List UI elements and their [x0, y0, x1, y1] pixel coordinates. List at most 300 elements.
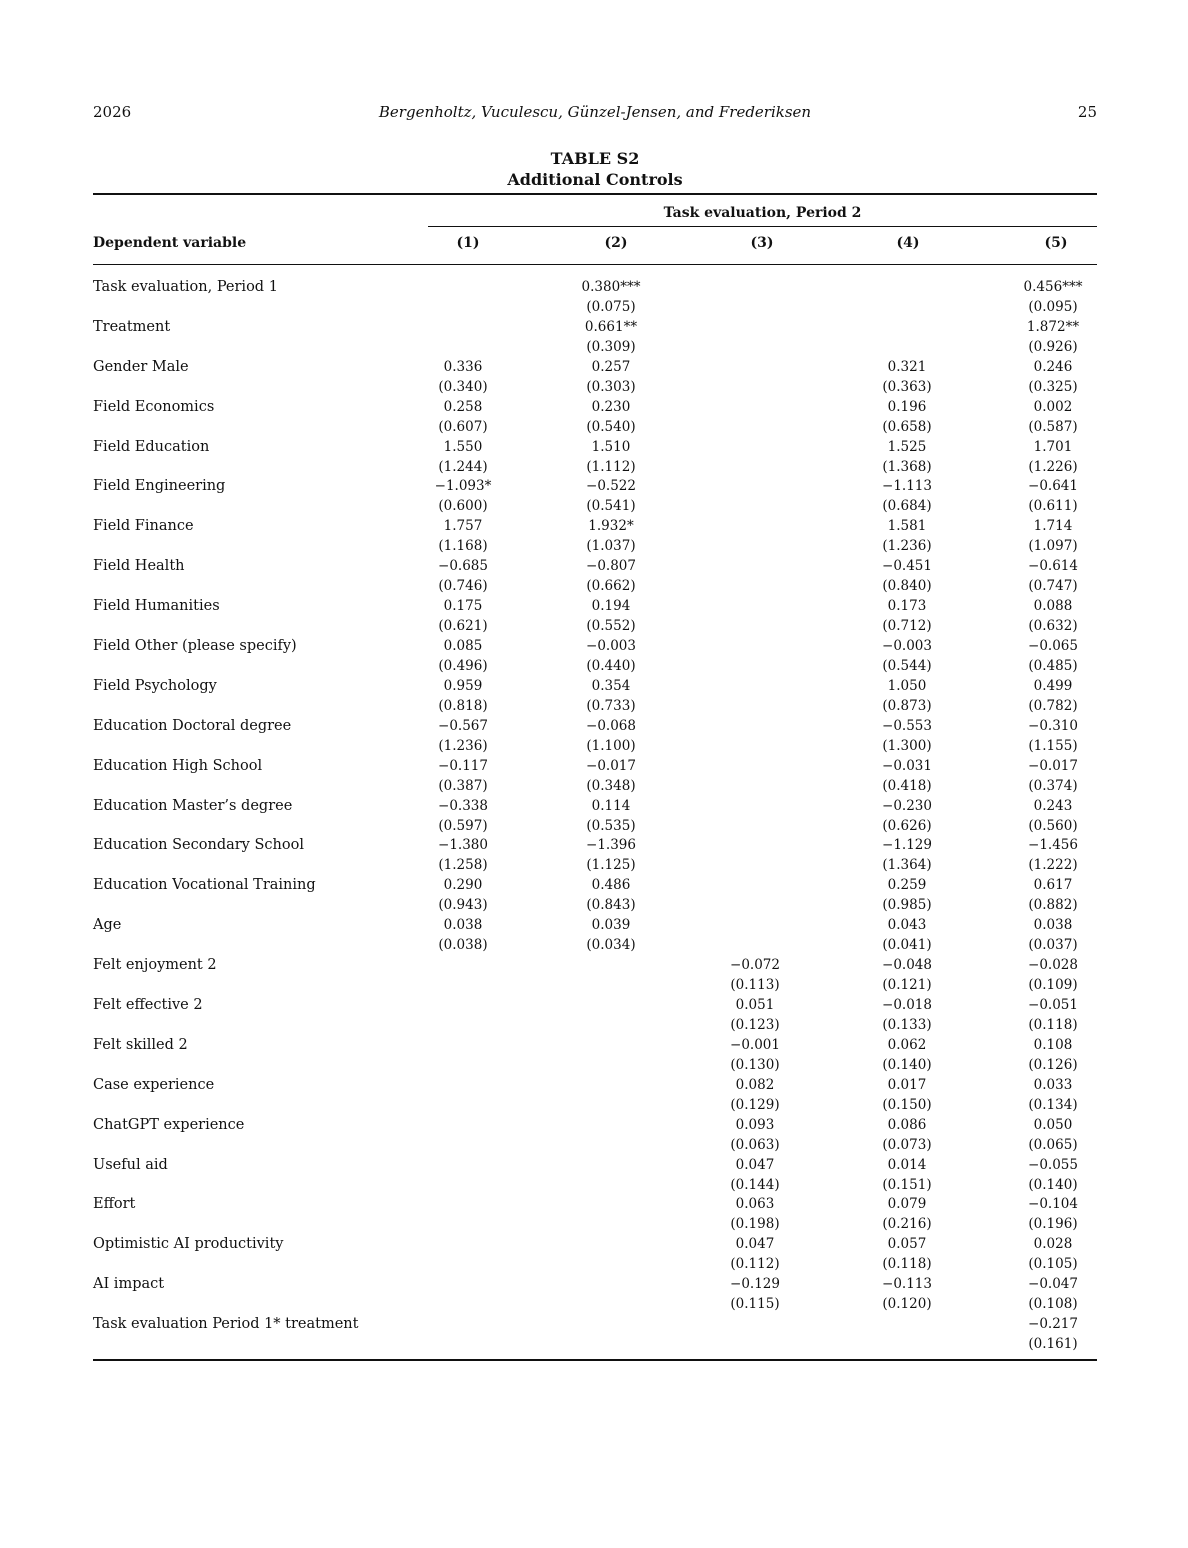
- coefficient: −0.129: [730, 1276, 780, 1293]
- coefficient: −0.614: [1028, 558, 1078, 575]
- row-label: Education Master’s degree: [93, 797, 293, 814]
- table-cell-col-4: [847, 516, 967, 556]
- table-cell-col-3: [695, 1194, 815, 1234]
- table-row: [0, 835, 1188, 875]
- table-cell-col-4: [847, 596, 967, 636]
- standard-error: (0.607): [438, 418, 488, 435]
- table-cell-col-4: [847, 676, 967, 716]
- standard-error: (0.632): [1028, 618, 1078, 635]
- coefficient: 0.243: [1033, 797, 1073, 814]
- standard-error: (0.075): [586, 299, 636, 315]
- standard-error: (0.440): [586, 658, 636, 675]
- table-cell-col-1: [403, 397, 523, 437]
- standard-error: (0.818): [438, 697, 488, 714]
- header-authors: Bergenholtz, Vuculescu, Günzel-Jensen, and Frederiksen: [378, 103, 812, 121]
- table-cell-col-5: [993, 995, 1113, 1035]
- row-label: Field Engineering: [93, 478, 226, 495]
- regression-table-body: [0, 277, 1188, 1354]
- table-cell-col-2: [551, 835, 671, 875]
- table-cell-col-3: [695, 1035, 815, 1075]
- table-cell-col-1: [403, 756, 523, 796]
- standard-error: (1.364): [882, 857, 932, 874]
- coefficient: −0.017: [1028, 757, 1078, 774]
- standard-error: (0.552): [586, 618, 636, 635]
- standard-error: (0.747): [1028, 578, 1078, 595]
- coefficient: 0.063: [735, 1196, 775, 1213]
- coefficient: 0.039: [591, 917, 631, 934]
- running-head: [93, 103, 1097, 123]
- table-cell-col-4: [847, 1155, 967, 1195]
- table-row: [0, 317, 1188, 357]
- table-cell-col-4: [847, 995, 967, 1035]
- coefficient: 0.661**: [584, 318, 638, 335]
- table-caption: [93, 148, 1097, 190]
- coefficient: −0.028: [1028, 957, 1078, 974]
- table-cell-col-5: [993, 476, 1113, 516]
- standard-error: (0.621): [438, 618, 488, 635]
- top-rule: [93, 193, 1097, 195]
- standard-error: (0.587): [1028, 418, 1078, 435]
- standard-error: (0.108): [1028, 1296, 1078, 1313]
- standard-error: (0.626): [882, 817, 932, 834]
- table-row: [0, 1115, 1188, 1155]
- coefficient: 0.038: [443, 917, 483, 934]
- coefficient: 0.043: [887, 917, 927, 934]
- table-cell-col-1: [403, 437, 523, 477]
- coefficient: 0.617: [1033, 877, 1073, 894]
- coefficient: 0.093: [735, 1116, 775, 1133]
- table-row: [0, 397, 1188, 437]
- standard-error: (0.485): [1028, 658, 1078, 675]
- coefficient: 0.079: [887, 1196, 927, 1213]
- standard-error: (0.161): [1028, 1336, 1078, 1353]
- table-cell-col-5: [993, 1035, 1113, 1075]
- table-cell-col-4: [847, 556, 967, 596]
- table-cell-col-4: [847, 357, 967, 397]
- standard-error: (1.155): [1028, 737, 1078, 754]
- table-row: [0, 277, 1188, 317]
- standard-error: (0.600): [438, 498, 488, 515]
- row-label: Useful aid: [93, 1156, 168, 1173]
- coefficient: −0.104: [1028, 1196, 1078, 1213]
- column-header-2: (2): [604, 235, 628, 251]
- coefficient: 0.354: [591, 677, 631, 694]
- standard-error: (0.882): [1028, 897, 1078, 914]
- standard-error: (0.712): [882, 618, 932, 635]
- table-cell-col-2: [551, 756, 671, 796]
- table-cell-col-4: [847, 397, 967, 437]
- coefficient: 1.872**: [1026, 318, 1080, 335]
- row-label: Task evaluation Period 1* treatment: [93, 1316, 359, 1333]
- table-cell-col-1: [403, 716, 523, 756]
- coefficient: 0.033: [1033, 1076, 1073, 1093]
- standard-error: (0.113): [730, 977, 780, 994]
- table-cell-col-4: [847, 476, 967, 516]
- standard-error: (1.100): [586, 737, 636, 754]
- table-cell-col-5: [993, 756, 1113, 796]
- coefficient: −0.048: [882, 957, 932, 974]
- table-label: TABLE S2: [550, 149, 640, 168]
- standard-error: (0.120): [882, 1296, 932, 1313]
- coefficient: 0.175: [443, 598, 483, 615]
- standard-error: (0.560): [1028, 817, 1078, 834]
- standard-error: (0.121): [882, 977, 932, 994]
- coefficient: −0.522: [586, 478, 636, 495]
- table-cell-col-3: [695, 955, 815, 995]
- coefficient: 0.085: [443, 638, 483, 655]
- row-label: Field Health: [93, 558, 185, 575]
- coefficient: 1.757: [443, 518, 483, 535]
- coefficient: 0.194: [591, 598, 631, 615]
- standard-error: (0.065): [1028, 1136, 1078, 1153]
- coefficient: −0.451: [882, 558, 932, 575]
- table-cell-col-1: [403, 636, 523, 676]
- coefficient: 0.196: [887, 398, 927, 415]
- header-rule: [93, 264, 1097, 265]
- standard-error: (0.418): [882, 777, 932, 794]
- table-row: [0, 476, 1188, 516]
- coefficient: 0.082: [735, 1076, 775, 1093]
- standard-error: (0.340): [438, 378, 488, 395]
- table-cell-col-2: [551, 397, 671, 437]
- table-cell-col-5: [993, 1314, 1113, 1354]
- table-cell-col-4: [847, 796, 967, 836]
- table-cell-col-1: [403, 915, 523, 955]
- standard-error: (0.129): [730, 1096, 780, 1113]
- standard-error: (0.151): [882, 1176, 932, 1193]
- table-cell-col-4: [847, 835, 967, 875]
- table-row: [0, 756, 1188, 796]
- dependent-variable-header: Dependent variable: [93, 235, 247, 251]
- standard-error: (0.073): [882, 1136, 932, 1153]
- row-label: Effort: [93, 1196, 136, 1213]
- coefficient: 0.486: [591, 877, 631, 894]
- coefficient: 0.173: [887, 598, 927, 615]
- coefficient: 0.017: [887, 1076, 927, 1093]
- standard-error: (0.105): [1028, 1256, 1078, 1273]
- table-cell-col-5: [993, 796, 1113, 836]
- coefficient: −0.641: [1028, 478, 1078, 495]
- table-cell-col-4: [847, 1075, 967, 1115]
- row-label: Gender Male: [93, 358, 189, 375]
- coefficient: −0.117: [438, 757, 488, 774]
- coefficient: 0.086: [887, 1116, 927, 1133]
- standard-error: (0.597): [438, 817, 488, 834]
- row-label: Field Finance: [93, 518, 194, 535]
- row-label: Age: [93, 917, 122, 934]
- table-cell-col-2: [551, 516, 671, 556]
- standard-error: (1.236): [438, 737, 488, 754]
- standard-error: (0.126): [1028, 1056, 1078, 1073]
- standard-error: (0.535): [586, 817, 636, 834]
- coefficient: −0.003: [882, 638, 932, 655]
- standard-error: (0.150): [882, 1096, 932, 1113]
- coefficient: −0.003: [586, 638, 636, 655]
- standard-error: (0.109): [1028, 977, 1078, 994]
- coefficient: −0.338: [438, 797, 488, 814]
- coefficient: −1.129: [882, 837, 932, 854]
- coefficient: 0.057: [887, 1236, 927, 1253]
- coefficient: 1.525: [887, 438, 927, 455]
- coefficient: 0.050: [1033, 1116, 1073, 1133]
- coefficient: 0.456***: [1023, 279, 1083, 295]
- table-cell-col-2: [551, 915, 671, 955]
- table-cell-col-3: [695, 1075, 815, 1115]
- standard-error: (0.943): [438, 897, 488, 914]
- table-cell-col-5: [993, 516, 1113, 556]
- standard-error: (0.123): [730, 1017, 780, 1034]
- coefficient: 0.047: [735, 1156, 775, 1173]
- standard-error: (1.300): [882, 737, 932, 754]
- standard-error: (0.037): [1028, 937, 1078, 954]
- table-row: [0, 955, 1188, 995]
- row-label: Education High School: [93, 757, 263, 774]
- standard-error: (0.134): [1028, 1096, 1078, 1113]
- table-cell-col-5: [993, 875, 1113, 915]
- row-label: Education Vocational Training: [93, 877, 316, 894]
- standard-error: (0.684): [882, 498, 932, 515]
- column-header-1: (1): [456, 235, 480, 251]
- table-row: [0, 1314, 1188, 1354]
- coefficient: 0.002: [1033, 398, 1073, 415]
- coefficient: 0.038: [1033, 917, 1073, 934]
- standard-error: (0.746): [438, 578, 488, 595]
- table-cell-col-5: [993, 357, 1113, 397]
- column-header-3: (3): [750, 235, 774, 251]
- standard-error: (0.348): [586, 777, 636, 794]
- table-row: [0, 995, 1188, 1035]
- table-cell-col-3: [695, 1155, 815, 1195]
- coefficient: 1.701: [1033, 438, 1073, 455]
- table-cell-col-4: [847, 1194, 967, 1234]
- table-cell-col-5: [993, 915, 1113, 955]
- table-row: [0, 915, 1188, 955]
- standard-error: (1.037): [586, 538, 636, 555]
- table-cell-col-4: [847, 875, 967, 915]
- table-cell-col-4: [847, 1234, 967, 1274]
- table-cell-col-5: [993, 955, 1113, 995]
- table-cell-col-5: [993, 676, 1113, 716]
- coefficient: −1.113: [882, 478, 932, 495]
- table-row: [0, 1035, 1188, 1075]
- table-cell-col-5: [993, 716, 1113, 756]
- standard-error: (1.168): [438, 538, 488, 555]
- coefficient: −0.065: [1028, 638, 1078, 655]
- standard-error: (0.118): [882, 1256, 932, 1273]
- table-row: [0, 1234, 1188, 1274]
- row-label: Case experience: [93, 1076, 215, 1093]
- standard-error: (0.658): [882, 418, 932, 435]
- standard-error: (0.985): [882, 897, 932, 914]
- coefficient: −0.001: [730, 1036, 780, 1053]
- coefficient: 1.581: [887, 518, 927, 535]
- row-label: Field Economics: [93, 398, 215, 415]
- row-label: Field Psychology: [93, 677, 217, 694]
- coefficient: −0.553: [882, 717, 932, 734]
- standard-error: (0.112): [730, 1256, 780, 1273]
- coefficient: 0.062: [887, 1036, 927, 1053]
- standard-error: (0.662): [586, 578, 636, 595]
- coefficient: 0.051: [735, 997, 775, 1014]
- row-label: Field Humanities: [93, 598, 220, 615]
- table-cell-col-1: [403, 596, 523, 636]
- table-cell-col-2: [551, 317, 671, 357]
- coefficient: 0.088: [1033, 598, 1073, 615]
- coefficient: 0.258: [443, 398, 483, 415]
- table-row: [0, 556, 1188, 596]
- standard-error: (0.309): [586, 338, 636, 355]
- coefficient: 0.336: [443, 358, 483, 375]
- coefficient: −0.230: [882, 797, 932, 814]
- coefficient: −0.017: [586, 757, 636, 774]
- group-header: Task evaluation, Period 2: [663, 205, 862, 221]
- table-cell-col-4: [847, 716, 967, 756]
- table-cell-col-5: [993, 317, 1113, 357]
- standard-error: (0.374): [1028, 777, 1078, 794]
- coefficient: −0.068: [586, 717, 636, 734]
- coefficient: 1.932*: [588, 518, 634, 535]
- table-cell-col-5: [993, 556, 1113, 596]
- standard-error: (1.226): [1028, 458, 1078, 475]
- standard-error: (0.843): [586, 897, 636, 914]
- table-row: [0, 716, 1188, 756]
- coefficient: 1.550: [443, 438, 483, 455]
- standard-error: (0.038): [438, 937, 488, 954]
- row-label: Treatment: [93, 318, 171, 335]
- coefficient: −0.051: [1028, 997, 1078, 1014]
- standard-error: (0.544): [882, 658, 932, 675]
- table-cell-col-4: [847, 756, 967, 796]
- table-row: [0, 636, 1188, 676]
- table-cell-col-5: [993, 1155, 1113, 1195]
- table-cell-col-4: [847, 636, 967, 676]
- table-cell-col-1: [403, 476, 523, 516]
- standard-error: (1.222): [1028, 857, 1078, 874]
- row-label: Felt enjoyment 2: [93, 957, 217, 974]
- table-cell-col-3: [695, 1115, 815, 1155]
- standard-error: (0.873): [882, 697, 932, 714]
- table-cell-col-1: [403, 796, 523, 836]
- coefficient: 0.047: [735, 1236, 775, 1253]
- column-header-5: (5): [1044, 235, 1068, 251]
- coefficient: −1.093*: [434, 478, 492, 495]
- coefficient: −0.567: [438, 717, 488, 734]
- table-cell-col-5: [993, 1274, 1113, 1314]
- coefficient: 0.114: [591, 797, 631, 814]
- table-cell-col-4: [847, 1274, 967, 1314]
- standard-error: (0.144): [730, 1176, 780, 1193]
- coefficient: 0.321: [887, 358, 927, 375]
- row-label: Education Secondary School: [93, 837, 304, 854]
- table-cell-col-3: [695, 995, 815, 1035]
- standard-error: (0.216): [882, 1216, 932, 1233]
- table-cell-col-2: [551, 476, 671, 516]
- standard-error: (0.140): [1028, 1176, 1078, 1193]
- coefficient: 0.499: [1033, 677, 1073, 694]
- table-row: [0, 676, 1188, 716]
- header-year: 2026: [93, 103, 132, 121]
- standard-error: (1.125): [586, 857, 636, 874]
- standard-error: (0.118): [1028, 1017, 1078, 1034]
- coefficient: 1.050: [887, 677, 927, 694]
- standard-error: (0.041): [882, 937, 932, 954]
- coefficient: 0.108: [1033, 1036, 1073, 1053]
- coefficient: −1.380: [438, 837, 488, 854]
- standard-error: (0.140): [882, 1056, 932, 1073]
- table-cell-col-2: [551, 277, 671, 317]
- table-cell-col-2: [551, 357, 671, 397]
- coefficient: −0.055: [1028, 1156, 1078, 1173]
- table-cell-col-2: [551, 636, 671, 676]
- coefficient: 0.380***: [581, 279, 641, 295]
- table-cell-col-5: [993, 1115, 1113, 1155]
- table-cell-col-1: [403, 556, 523, 596]
- row-label: ChatGPT experience: [93, 1116, 245, 1133]
- coefficient: −0.113: [882, 1276, 932, 1293]
- table-cell-col-2: [551, 556, 671, 596]
- standard-error: (0.130): [730, 1056, 780, 1073]
- table-cell-col-5: [993, 1075, 1113, 1115]
- table-cell-col-4: [847, 955, 967, 995]
- table-row: [0, 516, 1188, 556]
- standard-error: (0.496): [438, 658, 488, 675]
- table-cell-col-2: [551, 676, 671, 716]
- coefficient: −0.018: [882, 997, 932, 1014]
- coefficient: 0.014: [887, 1156, 927, 1173]
- standard-error: (1.258): [438, 857, 488, 874]
- table-row: [0, 437, 1188, 477]
- coefficient: 1.510: [591, 438, 631, 455]
- table-cell-col-2: [551, 596, 671, 636]
- coefficient: 0.246: [1033, 358, 1073, 375]
- coefficient: 0.259: [887, 877, 927, 894]
- standard-error: (0.325): [1028, 378, 1078, 395]
- table-cell-col-5: [993, 277, 1113, 317]
- standard-error: (0.363): [882, 378, 932, 395]
- table-row: [0, 1194, 1188, 1234]
- table-cell-col-5: [993, 636, 1113, 676]
- standard-error: (0.611): [1028, 498, 1078, 515]
- standard-error: (0.133): [882, 1017, 932, 1034]
- coefficient: −1.396: [586, 837, 636, 854]
- table-cell-col-2: [551, 796, 671, 836]
- page-number: 25: [1077, 103, 1097, 121]
- coefficient: −1.456: [1028, 837, 1078, 854]
- group-rule: [428, 226, 1097, 227]
- coefficient: −0.217: [1028, 1316, 1078, 1333]
- table-cell-col-4: [847, 1115, 967, 1155]
- standard-error: (1.244): [438, 458, 488, 475]
- table-cell-col-1: [403, 875, 523, 915]
- standard-error: (0.095): [1028, 299, 1078, 315]
- table-cell-col-5: [993, 835, 1113, 875]
- coefficient: −0.310: [1028, 717, 1078, 734]
- standard-error: (0.540): [586, 418, 636, 435]
- row-label: Felt skilled 2: [93, 1036, 188, 1053]
- standard-error: (0.387): [438, 777, 488, 794]
- standard-error: (0.198): [730, 1216, 780, 1233]
- coefficient: −0.047: [1028, 1276, 1078, 1293]
- standard-error: (0.034): [586, 937, 636, 954]
- coefficient: 0.290: [443, 877, 483, 894]
- coefficient: 0.959: [443, 677, 483, 694]
- coefficient: −0.685: [438, 558, 488, 575]
- table-cell-col-1: [403, 835, 523, 875]
- standard-error: (0.733): [586, 697, 636, 714]
- standard-error: (0.782): [1028, 697, 1078, 714]
- row-label: AI impact: [93, 1276, 165, 1293]
- standard-error: (1.236): [882, 538, 932, 555]
